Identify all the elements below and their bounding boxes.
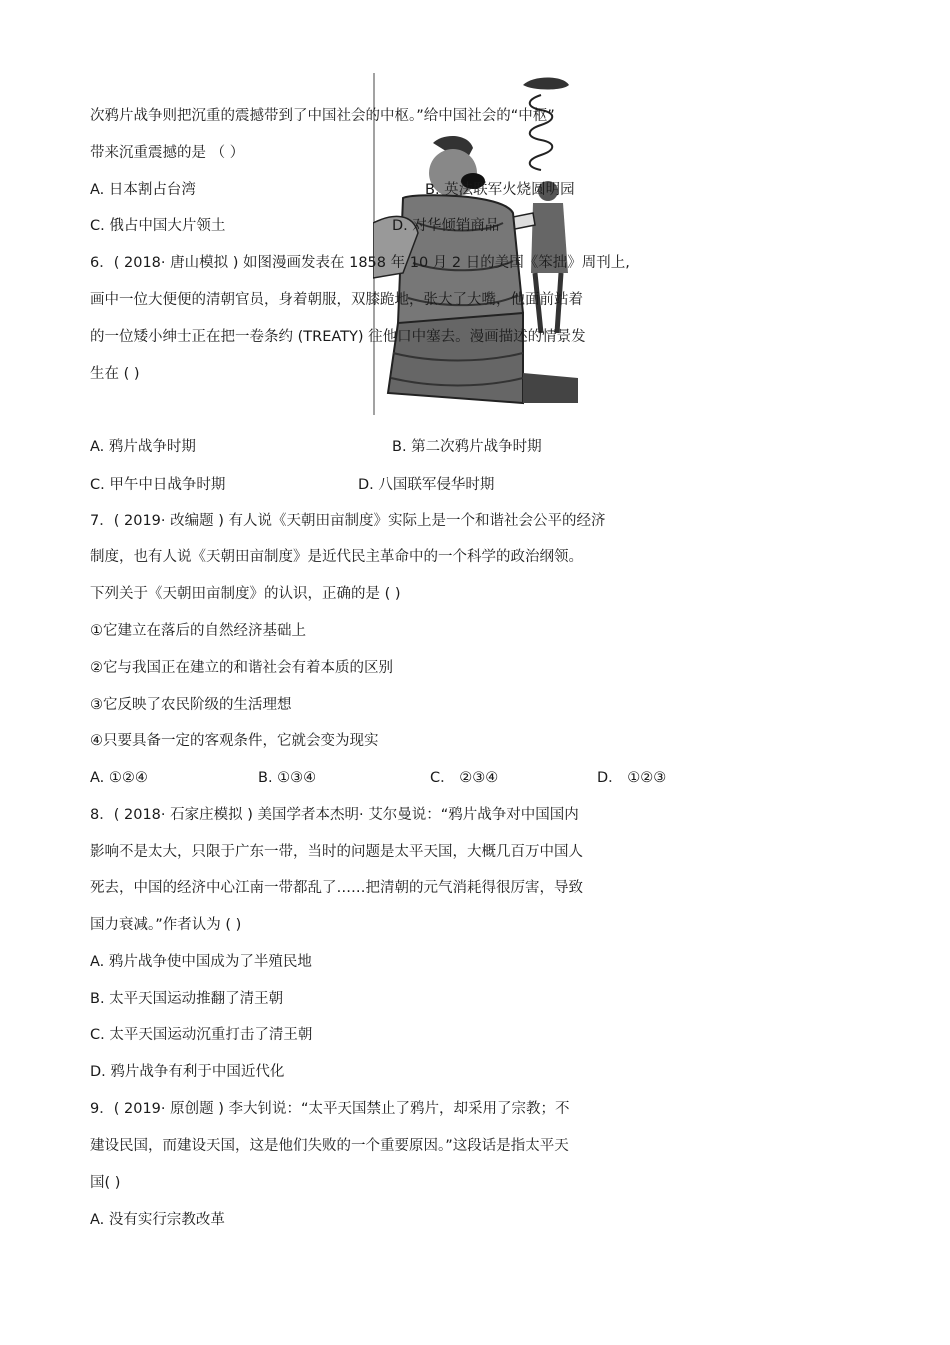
option-text: 鸦片战争使中国成为了半殖民地 — [108, 954, 312, 970]
option-label: D. — [358, 477, 374, 493]
q7-stem-line-1: 7．( 2019· 改编题 ) 有人说《天朝田亩制度》实际上是一个和谐社会公平的经济 — [90, 513, 606, 529]
q7-option-b — [258, 768, 316, 788]
option-label: B. — [392, 439, 407, 455]
option-label: A. — [90, 770, 105, 786]
q6-stem-line-1: 6．( 2018· 唐山模拟 ) 如图漫画发表在 1858 年 10 月 2 日的美国《笨拙》周刊上, — [90, 255, 630, 271]
q5-option-d — [392, 216, 499, 236]
option-text: 鸦片战争有利于中国近代化 — [110, 1064, 285, 1080]
q5-option-a — [90, 180, 196, 200]
option-label: C. — [90, 477, 105, 493]
option-label: B. — [90, 991, 105, 1007]
option-text: 太平天国运动推翻了清王朝 — [109, 991, 284, 1007]
q6-option-d — [358, 475, 494, 495]
q7-stem-line-2: 制度，也有人说《天朝田亩制度》是近代民主革命中的一个科学的政治纲领。 — [90, 549, 583, 565]
option-label: C. — [90, 1027, 105, 1043]
q6-stem-line-4: 生在 ( ) — [90, 366, 140, 382]
q6-option-a — [90, 437, 196, 457]
q9-stem-line-3: 国( ) — [90, 1175, 121, 1191]
q8-option-c — [90, 1025, 312, 1045]
option-label: A. — [90, 182, 105, 198]
option-label: A. — [90, 954, 105, 970]
q5-stem-line-1: 次鸦片战争则把沉重的震撼带到了中国社会的中枢。”给中国社会的“中枢” — [90, 108, 555, 124]
q8-option-d — [90, 1062, 284, 1082]
option-text: 太平天国运动沉重打击了清王朝 — [109, 1027, 313, 1043]
q8-stem-line-1: 8．( 2018· 石家庄模拟 ) 美国学者本杰明· 艾尔曼说：“鸦片战争对中国国内 — [90, 807, 579, 823]
q9-stem-line-2: 建设民国，而建设天国，这是他们失败的一个重要原因。”这段话是指太平天 — [90, 1138, 569, 1154]
option-label: D. — [392, 218, 408, 234]
option-text: 鸦片战争时期 — [108, 439, 196, 455]
q7-option-c — [430, 768, 498, 788]
q8-option-a — [90, 952, 312, 972]
q5-option-b — [425, 180, 575, 200]
option-text: ②③④ — [459, 770, 499, 786]
q6-option-b — [392, 437, 542, 457]
q7-option-a — [90, 768, 148, 788]
q6-stem-line-2: 画中一位大便便的清朝官员，身着朝服，双膝跪地，张大了大嘴，他面前站着 — [90, 292, 583, 308]
option-text: ①②③ — [627, 770, 667, 786]
option-text: 没有实行宗教改革 — [108, 1212, 225, 1228]
option-text: ①③④ — [277, 770, 317, 786]
q5-option-c — [90, 216, 225, 236]
q9-option-a — [90, 1210, 225, 1230]
option-label: B. — [425, 182, 440, 198]
option-label: D. — [90, 1064, 106, 1080]
q7-item-2: ②它与我国正在建立的和谐社会有着本质的区别 — [90, 660, 393, 676]
q7-stem-line-3: 下列关于《天朝田亩制度》的认识，正确的是 ( ) — [90, 586, 401, 602]
q7-item-4: ④只要具备一定的客观条件，它就会变为现实 — [90, 733, 379, 749]
q8-stem-line-3: 死去，中国的经济中心江南一带都乱了……把清朝的元气消耗得很厉害，导致 — [90, 880, 583, 896]
q8-stem-line-2: 影响不是太大，只限于广东一带，当时的问题是太平天国，大概几百万中国人 — [90, 844, 583, 860]
option-text: 甲午中日战争时期 — [109, 477, 226, 493]
option-label: C. — [90, 218, 105, 234]
q6-stem-line-3: 的一位矮小绅士正在把一卷条约 (TREATY) 往他口中塞去。漫画描述的情景发 — [90, 329, 586, 345]
option-label: A. — [90, 439, 105, 455]
option-text: 八国联军侵华时期 — [378, 477, 495, 493]
option-text: 英法联军火烧圆明园 — [444, 182, 575, 198]
q7-item-3: ③它反映了农民阶级的生活理想 — [90, 697, 292, 713]
q8-option-b — [90, 989, 283, 1009]
q9-stem-line-1: 9．( 2019· 原创题 ) 李大钊说：“太平天国禁止了鸦片，却采用了宗教；不 — [90, 1101, 570, 1117]
option-text: 日本割占台湾 — [108, 182, 196, 198]
option-label: D． — [597, 770, 623, 786]
q7-item-1: ①它建立在落后的自然经济基础上 — [90, 623, 306, 639]
q7-option-d — [597, 768, 666, 788]
q5-stem-line-2: 带来沉重震撼的是 （ ） — [90, 145, 245, 161]
option-text: 俄占中国大片领土 — [109, 218, 226, 234]
option-text: ①②④ — [108, 770, 148, 786]
option-label: C． — [430, 770, 455, 786]
q8-stem-line-4: 国力衰减。”作者认为 ( ) — [90, 917, 242, 933]
option-text: 对华倾销商品 — [412, 218, 500, 234]
option-text: 第二次鸦片战争时期 — [411, 439, 542, 455]
option-label: B. — [258, 770, 273, 786]
option-label: A. — [90, 1212, 105, 1228]
q6-option-c — [90, 475, 225, 495]
